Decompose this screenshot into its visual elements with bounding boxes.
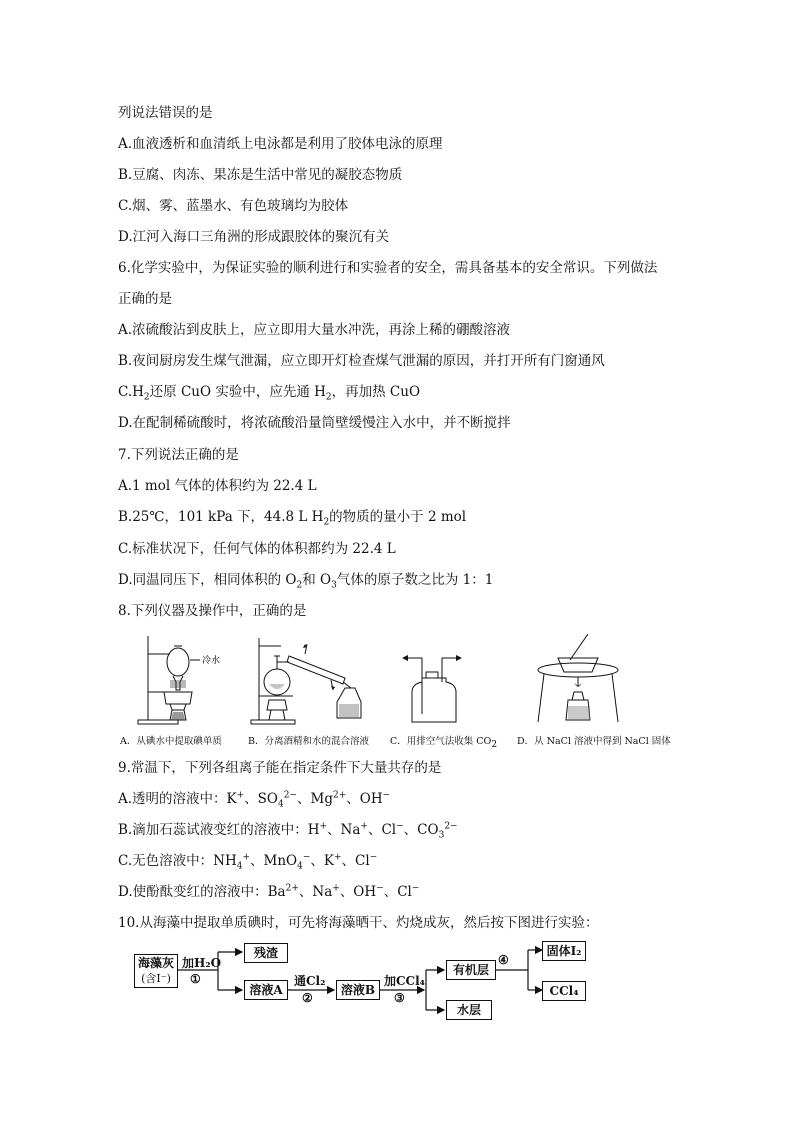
caption-c: C．用排空气法收集 $CO_2$: [390, 736, 498, 750]
step1-number: ①: [190, 972, 201, 986]
box-solid-iodine: 固体I₂: [542, 941, 586, 961]
q6-option-d: D.在配制稀硫酸时，将浓硫酸沿量筒壁缓慢注入水中，并不断搅拌: [118, 415, 511, 431]
caption-a: A．从碘水中提取碘单质: [120, 736, 222, 747]
apparatus-a-separatory-funnel: [118, 632, 238, 728]
step4-number: ④: [498, 953, 509, 967]
q7-stem: 7.下列说法正确的是: [118, 447, 239, 463]
q10-stem: 10.从海藻中提取单质碘时，可先将海藻晒干、灼烧成灰，然后按下图进行实验：: [118, 915, 599, 931]
cold-water-label: 冷水: [202, 656, 221, 666]
q7-option-d: D.同温同压下，相同体积的 $O_2$和 $O_3$气体的原子数之比为 1：1: [118, 572, 494, 591]
q5-option-c: C.烟、雾、蓝墨水、有色玻璃均为胶体: [118, 198, 349, 214]
step2-number: ②: [302, 991, 313, 1005]
caption-d: D．从 NaCl 溶液中得到 NaCl 固体: [517, 736, 671, 747]
apparatus-c-gas-bottle: [400, 648, 480, 728]
apparatus-b-distillation: [245, 632, 385, 728]
q7-option-a: A.1 mol 气体的体积约为 22.4 L: [118, 478, 317, 494]
box-organic-layer: 有机层: [446, 960, 496, 980]
q9-option-b: B.滴加石蕊试液变红的溶液中：H+、Na+、Cl−、$CO_3^{2-}$: [118, 821, 458, 841]
q7-option-c: C.标准状况下，任何气体的体积都约为 22.4 L: [118, 541, 396, 557]
q6-option-c: $C.H_2$还原 CuO 实验中，应先通 $H_2$，再加热 CuO: [118, 384, 421, 403]
q6-option-a: A.浓硫酸沾到皮肤上，应立即用大量水冲洗，再涂上稀的硼酸溶液: [118, 322, 511, 338]
q6-stem-line2: 正确的是: [118, 291, 172, 307]
apparatus-d-evaporation: [528, 630, 628, 728]
box-seaweed-ash: 海藻灰 (含I⁻): [134, 954, 178, 988]
caption-b: B．分离酒精和水的混合溶液: [248, 736, 369, 747]
q8-stem: 8.下列仪器及操作中，正确的是: [118, 603, 307, 619]
q6-stem-line1: 6.化学实验中，为保证实验的顺利进行和实验者的安全，需具备基本的安全常识。下列做法: [118, 260, 658, 276]
q9-option-d: D.使酚酞变红的溶液中：$Ba^{2+}$、Na+、OH−、Cl−: [118, 883, 420, 900]
box-residue: 残渣: [244, 943, 288, 963]
box-ccl4: CCl₄: [542, 981, 586, 1001]
q5-stem: 列说法错误的是: [118, 105, 213, 121]
step3-label: 加CCl₄: [384, 974, 425, 988]
q6-option-b: B.夜间厨房发生煤气泄漏，应立即开灯检查煤气泄漏的原因，并打开所有门窗通风: [118, 353, 605, 369]
q7-option-b: B.25℃，101 kPa 下，44.8 L $H_2$的物质的量小于 2 mol: [118, 509, 467, 528]
q5-option-a: A.血液透析和血清纸上电泳都是利用了胶体电泳的原理: [118, 136, 443, 152]
box-solution-b: 溶液B: [336, 980, 380, 1000]
box-water-layer: 水层: [446, 1000, 492, 1020]
step3-number: ③: [394, 991, 405, 1005]
q9-option-c: C.无色溶液中：$NH_4^+$、MnO$_4$−、K+、Cl−: [118, 852, 378, 872]
step1-label: 加H₂O: [182, 956, 222, 970]
box-solution-a: 溶液A: [244, 980, 288, 1000]
q9-stem: 9.常温下，下列各组离子能在指定条件下大量共存的是: [118, 760, 442, 776]
q5-option-b: B.豆腐、肉冻、果冻是生活中常见的凝胶态物质: [118, 167, 403, 183]
step2-label: 通Cl₂: [294, 974, 326, 988]
q5-option-d: D.江河入海口三角洲的形成跟胶体的聚沉有关: [118, 229, 390, 245]
q9-option-a: A.透明的溶液中：K+、$SO_4^{2-}$、$Mg^{2+}$、OH−: [118, 790, 391, 810]
